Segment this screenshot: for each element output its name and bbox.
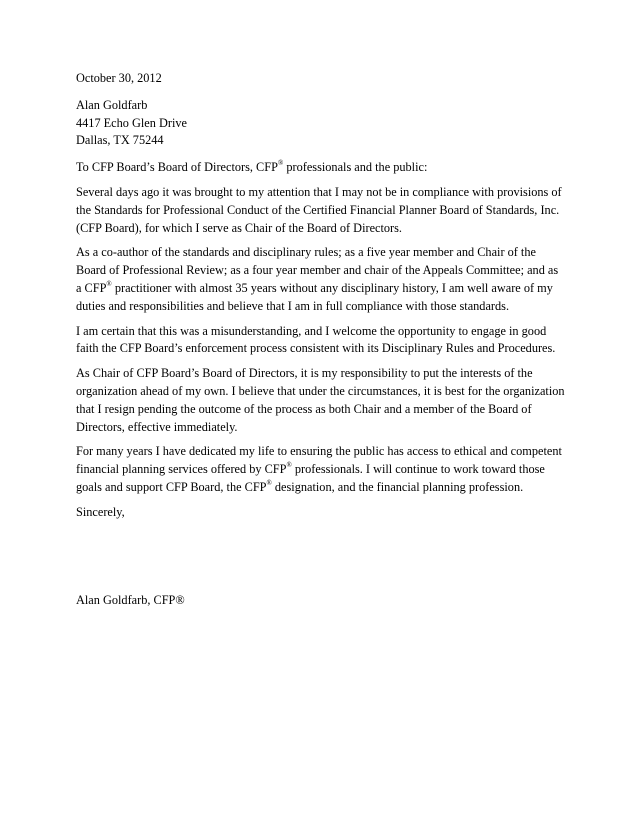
paragraph-2-text-end: practitioner with almost 35 years without any disciplinary history, I am well aware of my duties and responsibilities and believe that I am in full compliance with those standards.: [76, 280, 553, 313]
body-paragraph-5: [76, 443, 566, 496]
address-city: Dallas, TX 75244: [76, 133, 164, 148]
body-paragraph-3: I am certain that this was a misunderstanding, and I welcome the opportunity to engage in good faith the CFP Board’s enforcement process consistent with its Disciplinary Rules and Procedures.: [76, 323, 556, 356]
registered-mark: ®: [266, 478, 272, 487]
body-paragraph-4: As Chair of CFP Board’s Board of Directors, it is my responsibility to put the interests of the organization ahead of my own. I believe that under the circumstances, it is best for the organization that I resign pending the outcome of the process as both Chair and a member of the Board of Directors, effective immediately.: [76, 366, 565, 434]
address-street: 4417 Echo Glen Drive: [76, 115, 187, 130]
paragraph-5-text-part-3: designation, and the financial planning profession.: [271, 479, 524, 494]
signature-space: [76, 522, 566, 592]
paragraph-2-text-start: As a co-author of the standards and disciplinary rules; as a five year member and Chair of the Board of Professional Review; as a four year member and chair of the Appeals Committee; and as a CFP: [76, 245, 559, 295]
registered-mark: ®: [286, 461, 292, 470]
registered-mark: ®: [277, 159, 284, 168]
paragraph-5-text-part-1: For many years I have dedicated my life to ensuring the public has access to ethical and competent financial planning services offered by CFP: [76, 444, 562, 477]
signature-name: Alan Goldfarb, CFP®: [76, 592, 185, 607]
address-name: Alan Goldfarb: [76, 97, 148, 112]
body-paragraph-2: [76, 244, 566, 315]
letter-closing: Sincerely,: [76, 504, 125, 519]
recipient-address-block: [76, 97, 566, 150]
registered-mark: ®: [106, 279, 112, 288]
body-paragraph-1: Several days ago it was brought to my attention that I may not be in compliance with provisions of the Standards for Professional Conduct of the Certified Financial Planner Board of Standards, Inc. (CFP Board), for which I serve as Chair of the Board of Directors.: [76, 184, 562, 235]
letter-greeting: [76, 159, 566, 177]
letter-page: [76, 70, 566, 609]
greeting-text-start: To CFP Board’s Board of Directors, CFP: [76, 160, 278, 175]
greeting-text-end: professionals and the public:: [283, 160, 428, 175]
paragraph-5-text-part-2: professionals. I will continue to work toward those goals and support CFP Board, the CFP: [76, 462, 545, 494]
letter-date: October 30, 2012: [76, 71, 162, 85]
